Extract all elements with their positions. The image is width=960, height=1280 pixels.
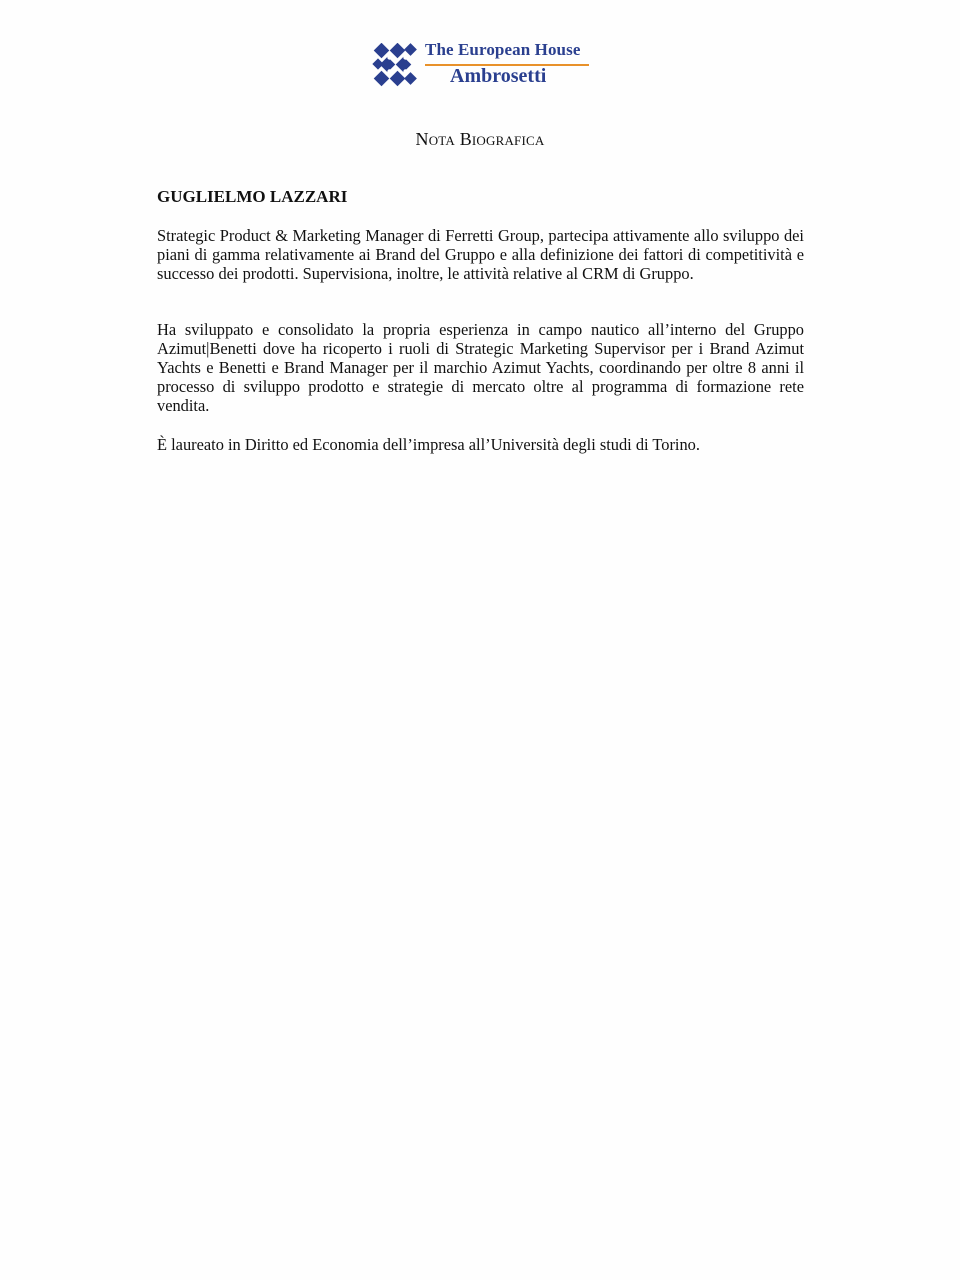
tiled-cross-logo-icon	[372, 43, 420, 87]
page-title: Nota Biografica	[415, 129, 545, 149]
bio-paragraph-1: Strategic Product & Marketing Manager di Ferretti Group, partecipa attivamente allo sviluppo dei piani di gamma relativamente ai Brand del Gruppo e alla definizione dei fattori di competitività e successo dei prodotti. Supervisiona, inoltre, le attività relative al CRM di Gruppo.	[157, 226, 804, 283]
company-logo	[372, 40, 592, 90]
logo-text-line1: The European House	[425, 40, 581, 59]
person-name: GUGLIELMO LAZZARI	[157, 187, 348, 206]
bio-paragraph-3: È laureato in Diritto ed Economia dell’impresa all’Università degli studi di Torino.	[157, 435, 700, 454]
logo-text-line2: Ambrosetti	[450, 65, 547, 87]
bio-paragraph-2: Ha sviluppato e consolidato la propria esperienza in campo nautico all’interno del Gruppo Azimut|Benetti dove ha ricoperto i ruoli di Strategic Marketing Supervisor per i Brand Azimut Yachts e Benetti e Brand Manager per il marchio Azimut Yachts, coordinando per oltre 8 anni il processo di sviluppo prodotto e strategie di mercato oltre al programma di formazione rete vendita.	[157, 320, 804, 415]
